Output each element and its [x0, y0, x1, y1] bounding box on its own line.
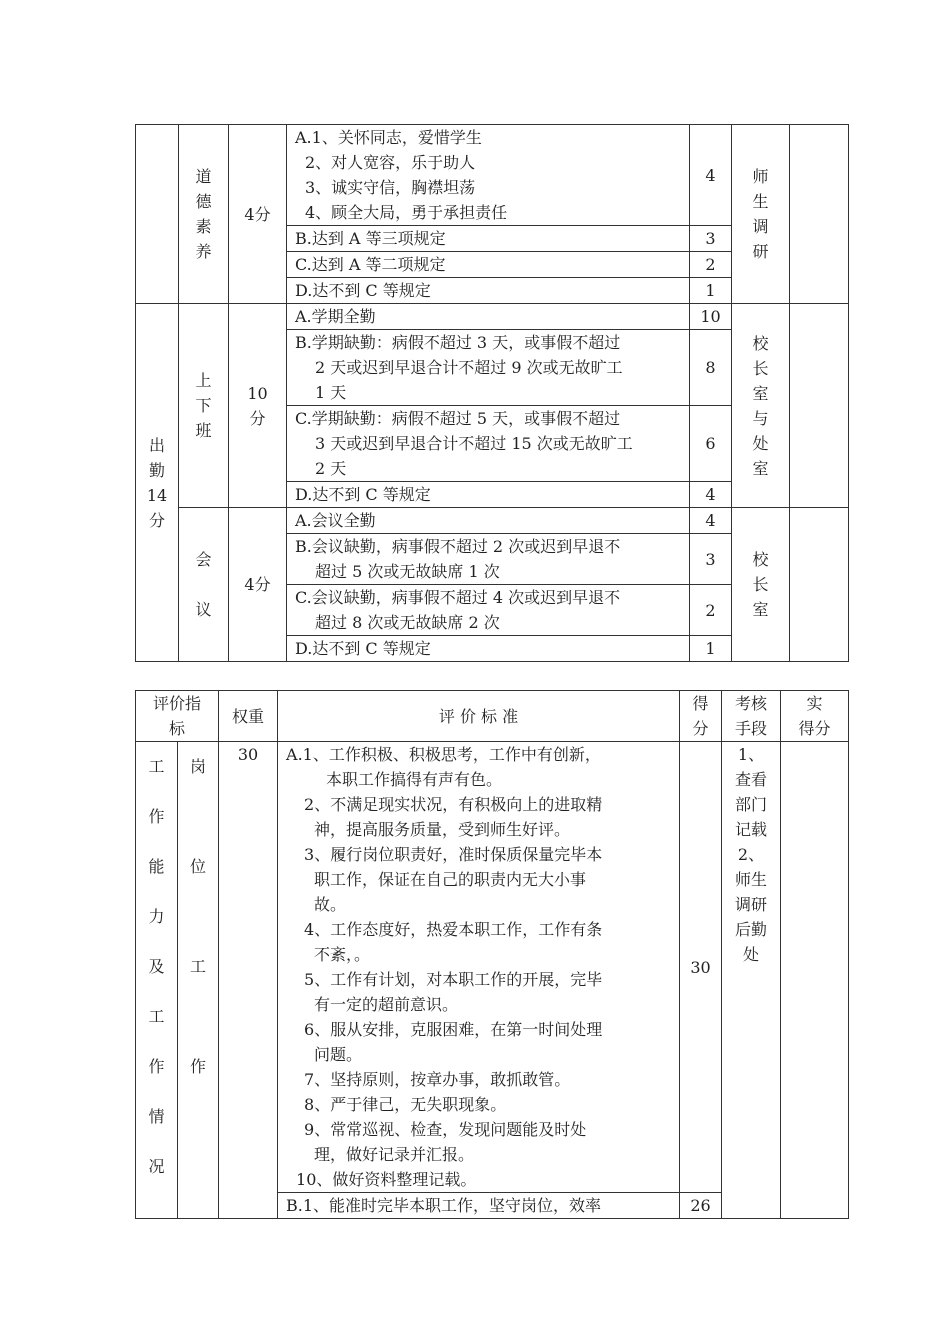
weight-moral: 4分 [229, 125, 287, 304]
standard-moral-d: D.达不到 C 等规定 [287, 278, 690, 304]
weight-work: 10 分 [229, 304, 287, 508]
header-score: 得 分 [680, 691, 722, 742]
category-cell-empty [136, 125, 179, 304]
standard-post-work-a: A.1、工作积极、积极思考，工作中有创新， 本职工作搞得有声有色。 2、不满足现实状况，有积极向上的进取精 神，提高服务质量，受到师生好评。 3、履行岗位职责好，准时保质保量完毕本 职工作，保证在自己的职责内无大小事 故。 4、工作态度好，热爱本职工作，工作有条 不紊，。 5、工作有计划，对本职工作的开展，完毕 有一定的超前意识。 6、服从安排，克服困难，在第一时间处理 问题。 7、坚持原则，按章办事，敢抓敢管。 8、严于律己，无失职现象。 9、常常巡视、检查，发现问题能及时处 理，做好记录并汇报。 10、做好资料整理记载。 [278, 742, 680, 1193]
score-moral-b: 3 [690, 226, 732, 252]
actual-score-work [790, 304, 849, 508]
standard-meeting-d: D.达不到 C 等规定 [287, 636, 690, 662]
header-actual-score: 实 得分 [781, 691, 849, 742]
category-work-ability: 工 作 能 力 及 工 作 情 况 [136, 742, 178, 1219]
actual-score-post-work [781, 742, 849, 1219]
sub-indicator-work: 上 下 班 [179, 304, 229, 508]
standard-moral-c: C.达到 A 等二项规定 [287, 252, 690, 278]
method-moral: 师 生 调 研 [732, 125, 790, 304]
actual-score-meeting [790, 508, 849, 662]
actual-score-moral [790, 125, 849, 304]
header-weight: 权重 [219, 691, 278, 742]
score-meeting-b: 3 [690, 534, 732, 585]
score-moral-d: 1 [690, 278, 732, 304]
score-moral-a: 4 [690, 125, 732, 226]
score-meeting-c: 2 [690, 585, 732, 636]
method-meeting: 校 长 室 [732, 508, 790, 662]
standard-moral-a: A.1、关怀同志，爱惜学生 2、对人宽容，乐于助人 3、诚实守信，胸襟坦荡 4、顾全大局，勇于承担责任 [287, 125, 690, 226]
sub-indicator-meeting: 会 议 [179, 508, 229, 662]
standard-moral-b: B.达到 A 等三项规定 [287, 226, 690, 252]
weight-post-work: 30 [219, 742, 278, 1219]
standard-work-d: D.达不到 C 等规定 [287, 482, 690, 508]
header-standard: 评 价 标 准 [278, 691, 680, 742]
score-work-b: 8 [690, 330, 732, 406]
weight-meeting: 4分 [229, 508, 287, 662]
score-moral-c: 2 [690, 252, 732, 278]
score-work-d: 4 [690, 482, 732, 508]
score-work-a: 10 [690, 304, 732, 330]
score-work-c: 6 [690, 406, 732, 482]
standard-meeting-a: A.会议全勤 [287, 508, 690, 534]
header-indicator: 评价指 标 [136, 691, 219, 742]
score-meeting-a: 4 [690, 508, 732, 534]
score-meeting-d: 1 [690, 636, 732, 662]
evaluation-table-1 [135, 124, 849, 662]
score-post-work-a: 30 [680, 742, 722, 1193]
score-post-work-b: 26 [680, 1193, 722, 1219]
standard-post-work-b: B.1、能准时完毕本职工作，坚守岗位，效率 [278, 1193, 680, 1219]
standard-work-a: A.学期全勤 [287, 304, 690, 330]
method-work: 校 长 室 与 处 室 [732, 304, 790, 508]
sub-indicator-post-work: 岗 位 工 作 [178, 742, 219, 1219]
header-method: 考核 手段 [722, 691, 781, 742]
category-attendance: 出 勤 14 分 [136, 304, 179, 662]
method-post-work: 1、 查看 部门 记载 2、 师生 调研 后勤 处 [722, 742, 781, 1219]
evaluation-table-2 [135, 690, 849, 1219]
standard-work-c: C.学期缺勤：病假不超过 5 天，或事假不超过 3 天或迟到早退合计不超过 15 次或无故旷工 2 天 [287, 406, 690, 482]
standard-work-b: B.学期缺勤：病假不超过 3 天，或事假不超过 2 天或迟到早退合计不超过 9 次或无故旷工 1 天 [287, 330, 690, 406]
standard-meeting-c: C.会议缺勤，病事假不超过 4 次或迟到早退不 超过 8 次或无故缺席 2 次 [287, 585, 690, 636]
standard-meeting-b: B.会议缺勤，病事假不超过 2 次或迟到早退不 超过 5 次或无故缺席 1 次 [287, 534, 690, 585]
sub-indicator-moral: 道 德 素 养 [179, 125, 229, 304]
